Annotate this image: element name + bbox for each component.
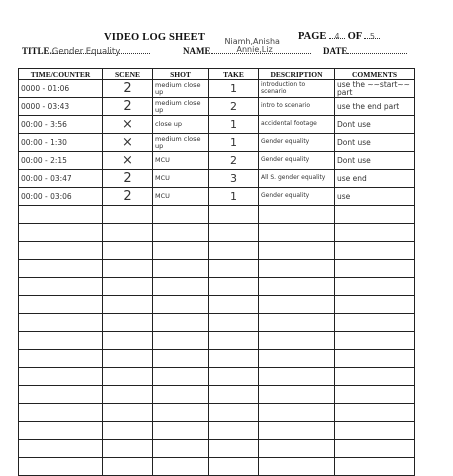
- blank-row: [19, 386, 415, 404]
- column-header: DESCRIPTION: [259, 69, 335, 80]
- name-value-line2: Annie,Liz: [236, 45, 273, 54]
- blank-cell: [103, 296, 153, 314]
- blank-cell: [153, 242, 209, 260]
- column-header: SCENE: [103, 69, 153, 80]
- title-value: Gender Equality: [51, 47, 121, 57]
- log-body: [19, 80, 415, 476]
- blank-cell: [259, 350, 335, 368]
- blank-cell: [19, 440, 103, 458]
- blank-cell: [209, 224, 259, 242]
- page-value: 4: [334, 32, 340, 41]
- cell-time: 00:00 - 2:15: [19, 152, 103, 170]
- blank-cell: [209, 404, 259, 422]
- blank-cell: [153, 458, 209, 476]
- blank-cell: [259, 260, 335, 278]
- cell-comments: use: [335, 188, 415, 206]
- cell-scene: 2: [103, 170, 153, 188]
- blank-cell: [335, 260, 415, 278]
- blank-row: [19, 260, 415, 278]
- blank-cell: [19, 314, 103, 332]
- cell-comments: use end: [335, 170, 415, 188]
- table-row: [19, 116, 415, 134]
- cell-time: 00:00 - 03:06: [19, 188, 103, 206]
- cell-description: accidental footage: [259, 116, 335, 134]
- of-label: OF: [347, 31, 362, 42]
- blank-cell: [19, 260, 103, 278]
- blank-cell: [335, 440, 415, 458]
- blank-row: [19, 404, 415, 422]
- blank-row: [19, 278, 415, 296]
- blank-cell: [19, 404, 103, 422]
- blank-cell: [209, 314, 259, 332]
- blank-cell: [335, 224, 415, 242]
- title-field: TITLE.Gender Equality: [22, 46, 150, 56]
- blank-cell: [259, 296, 335, 314]
- blank-cell: [259, 206, 335, 224]
- blank-row: [19, 368, 415, 386]
- cell-comments: Dont use: [335, 134, 415, 152]
- blank-row: [19, 458, 415, 476]
- blank-cell: [335, 332, 415, 350]
- blank-cell: [19, 224, 103, 242]
- cell-take: 2: [209, 98, 259, 116]
- blank-cell: [103, 368, 153, 386]
- blank-row: [19, 314, 415, 332]
- blank-cell: [209, 368, 259, 386]
- blank-cell: [335, 368, 415, 386]
- blank-cell: [259, 332, 335, 350]
- blank-cell: [153, 386, 209, 404]
- cell-comments: use the ~~start~~ part: [335, 80, 415, 98]
- blank-cell: [259, 386, 335, 404]
- blank-cell: [153, 206, 209, 224]
- blank-cell: [209, 278, 259, 296]
- blank-cell: [153, 350, 209, 368]
- blank-row: [19, 422, 415, 440]
- blank-cell: [259, 440, 335, 458]
- cell-take: 1: [209, 80, 259, 98]
- blank-cell: [19, 368, 103, 386]
- cell-shot: medium close up: [153, 98, 209, 116]
- cell-description: All S. gender equality: [259, 170, 335, 188]
- of-value: 5: [369, 32, 376, 41]
- cell-take: 3: [209, 170, 259, 188]
- blank-row: [19, 242, 415, 260]
- sheet-title: VIDEO LOG SHEET: [104, 32, 206, 43]
- blank-cell: [103, 278, 153, 296]
- table-row: [19, 188, 415, 206]
- column-header: TIME/COUNTER: [19, 69, 103, 80]
- blank-cell: [209, 458, 259, 476]
- blank-cell: [335, 422, 415, 440]
- cell-time: 00:00 - 3:56: [19, 116, 103, 134]
- blank-cell: [19, 278, 103, 296]
- blank-cell: [153, 440, 209, 458]
- cell-comments: use the end part: [335, 98, 415, 116]
- blank-cell: [103, 314, 153, 332]
- date-label: DATE: [323, 46, 348, 56]
- date-field: [323, 46, 407, 56]
- name-label: NAME: [183, 46, 211, 56]
- blank-cell: [103, 350, 153, 368]
- blank-cell: [335, 242, 415, 260]
- blank-row: [19, 224, 415, 242]
- cell-scene: 2: [103, 98, 153, 116]
- blank-row: [19, 350, 415, 368]
- title-label: TITLE: [22, 46, 50, 56]
- blank-cell: [335, 314, 415, 332]
- cell-take: 1: [209, 134, 259, 152]
- blank-cell: [259, 404, 335, 422]
- blank-row: [19, 332, 415, 350]
- blank-row: [19, 440, 415, 458]
- blank-cell: [209, 206, 259, 224]
- blank-cell: [153, 314, 209, 332]
- blank-cell: [19, 422, 103, 440]
- blank-cell: [209, 296, 259, 314]
- blank-cell: [259, 422, 335, 440]
- blank-cell: [103, 206, 153, 224]
- cell-shot: MCU: [153, 170, 209, 188]
- blank-cell: [103, 458, 153, 476]
- blank-cell: [19, 386, 103, 404]
- cell-shot: MCU: [153, 152, 209, 170]
- blank-cell: [153, 224, 209, 242]
- table-row: [19, 98, 415, 116]
- column-header: TAKE: [209, 69, 259, 80]
- cell-scene: 2: [103, 80, 153, 98]
- blank-cell: [153, 296, 209, 314]
- name-value-line1: Niamh,Anisha: [224, 37, 280, 46]
- blank-cell: [153, 332, 209, 350]
- blank-cell: [19, 350, 103, 368]
- cell-description: Gender equality: [259, 134, 335, 152]
- blank-cell: [259, 368, 335, 386]
- blank-cell: [335, 458, 415, 476]
- blank-cell: [153, 422, 209, 440]
- cell-time: 00:00 - 1:30: [19, 134, 103, 152]
- table-row: [19, 80, 415, 98]
- blank-cell: [19, 332, 103, 350]
- blank-cell: [259, 224, 335, 242]
- cell-take: 1: [209, 188, 259, 206]
- blank-cell: [335, 404, 415, 422]
- blank-cell: [153, 278, 209, 296]
- blank-cell: [103, 386, 153, 404]
- blank-cell: [103, 332, 153, 350]
- blank-cell: [209, 260, 259, 278]
- blank-cell: [259, 278, 335, 296]
- blank-cell: [103, 440, 153, 458]
- blank-cell: [335, 278, 415, 296]
- blank-cell: [103, 224, 153, 242]
- blank-cell: [103, 404, 153, 422]
- cell-shot: MCU: [153, 188, 209, 206]
- column-header: COMMENTS: [335, 69, 415, 80]
- cell-comments: Dont use: [335, 116, 415, 134]
- blank-row: [19, 296, 415, 314]
- cell-description: introduction to scenario: [259, 80, 335, 98]
- log-table: [18, 68, 415, 476]
- cell-comments: Dont use: [335, 152, 415, 170]
- blank-cell: [259, 314, 335, 332]
- cell-scene: ×: [103, 134, 153, 152]
- cell-description: Gender equality: [259, 152, 335, 170]
- blank-cell: [209, 332, 259, 350]
- blank-cell: [19, 296, 103, 314]
- blank-cell: [209, 386, 259, 404]
- cell-take: 2: [209, 152, 259, 170]
- cell-scene: 2: [103, 188, 153, 206]
- blank-cell: [103, 422, 153, 440]
- cell-time: 00:00 - 03:47: [19, 170, 103, 188]
- blank-cell: [209, 242, 259, 260]
- blank-cell: [19, 242, 103, 260]
- table-row: [19, 134, 415, 152]
- cell-shot: medium close up: [153, 134, 209, 152]
- cell-shot: medium close up: [153, 80, 209, 98]
- blank-cell: [209, 422, 259, 440]
- blank-cell: [153, 404, 209, 422]
- page-counter: [298, 31, 380, 42]
- blank-cell: [103, 260, 153, 278]
- blank-cell: [335, 386, 415, 404]
- blank-cell: [209, 350, 259, 368]
- blank-cell: [209, 440, 259, 458]
- blank-cell: [335, 296, 415, 314]
- blank-cell: [335, 206, 415, 224]
- blank-cell: [335, 350, 415, 368]
- cell-description: intro to scenario: [259, 98, 335, 116]
- cell-description: Gender equality: [259, 188, 335, 206]
- page-label: PAGE: [298, 31, 327, 42]
- blank-cell: [259, 242, 335, 260]
- cell-time: 0000 - 03:43: [19, 98, 103, 116]
- cell-take: 1: [209, 116, 259, 134]
- blank-cell: [19, 458, 103, 476]
- blank-cell: [153, 260, 209, 278]
- blank-cell: [103, 242, 153, 260]
- cell-time: 0000 - 01:06: [19, 80, 103, 98]
- table-row: [19, 152, 415, 170]
- blank-row: [19, 206, 415, 224]
- cell-shot: close up: [153, 116, 209, 134]
- table-row: [19, 170, 415, 188]
- blank-cell: [259, 458, 335, 476]
- column-header: SHOT: [153, 69, 209, 80]
- blank-cell: [19, 206, 103, 224]
- name-field: [183, 37, 311, 56]
- cell-scene: ×: [103, 152, 153, 170]
- cell-scene: ×: [103, 116, 153, 134]
- table-header-row: [19, 69, 415, 80]
- blank-cell: [153, 368, 209, 386]
